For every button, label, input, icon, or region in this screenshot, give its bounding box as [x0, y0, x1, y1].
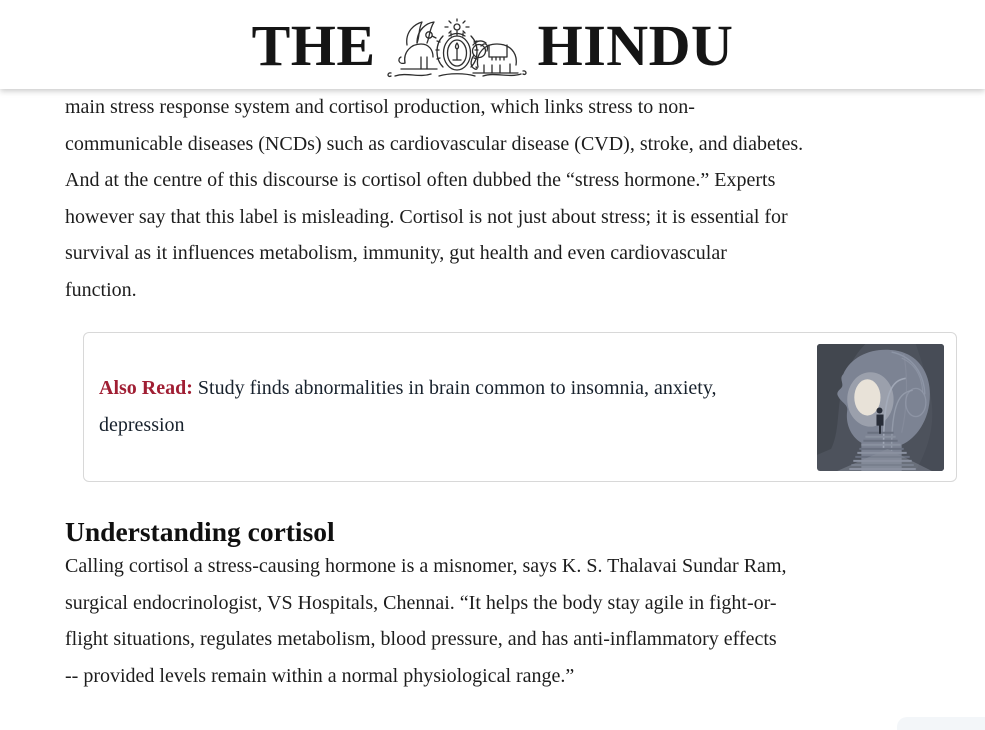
also-read-label: Also Read: — [99, 377, 193, 399]
head-doorway-staircase-illustration[interactable] — [817, 344, 944, 471]
also-read-card — [83, 332, 957, 482]
article-paragraph: main stress response system and cortisol production, which links stress to non- communicable diseases (NCDs) such as cardiovascular disease (CVD), stroke, and diabetes. — [65, 96, 804, 155]
masthead-logo[interactable] — [252, 12, 734, 80]
masthead-word-the: THE — [251, 12, 376, 78]
floating-widget-edge — [897, 717, 985, 730]
the-hindu-crest-icon — [377, 18, 537, 80]
also-read-link[interactable] — [99, 370, 747, 444]
also-read-title: Study finds abnormalities in brain common to insomnia, anxiety, depression — [99, 377, 717, 436]
site-header — [0, 0, 985, 89]
article-body — [65, 89, 945, 694]
article-paragraph: Calling cortisol a stress-causing hormone is a misnomer, says K. S. Thalavai Sundar Ram, surgical endocrinologist, VS Hospitals, Chennai. “It helps the body stay agile in fight-or- flight situations, regulates metabolism, blood pressure, and has anti-inflammatory effects -- provided levels remain within a normal physiological range.” — [65, 555, 787, 687]
article-paragraph: And at the centre of this discourse is cortisol often dubbed the “stress hormone.” Experts however say that this label is misleading. Cortisol is not just about stress; it is essential for survival as it influences metabolism, immunity, gut health and even cardiovascular function. — [65, 169, 788, 301]
section-heading: Understanding cortisol — [65, 516, 335, 547]
masthead-word-hindu: HINDU — [537, 12, 734, 78]
